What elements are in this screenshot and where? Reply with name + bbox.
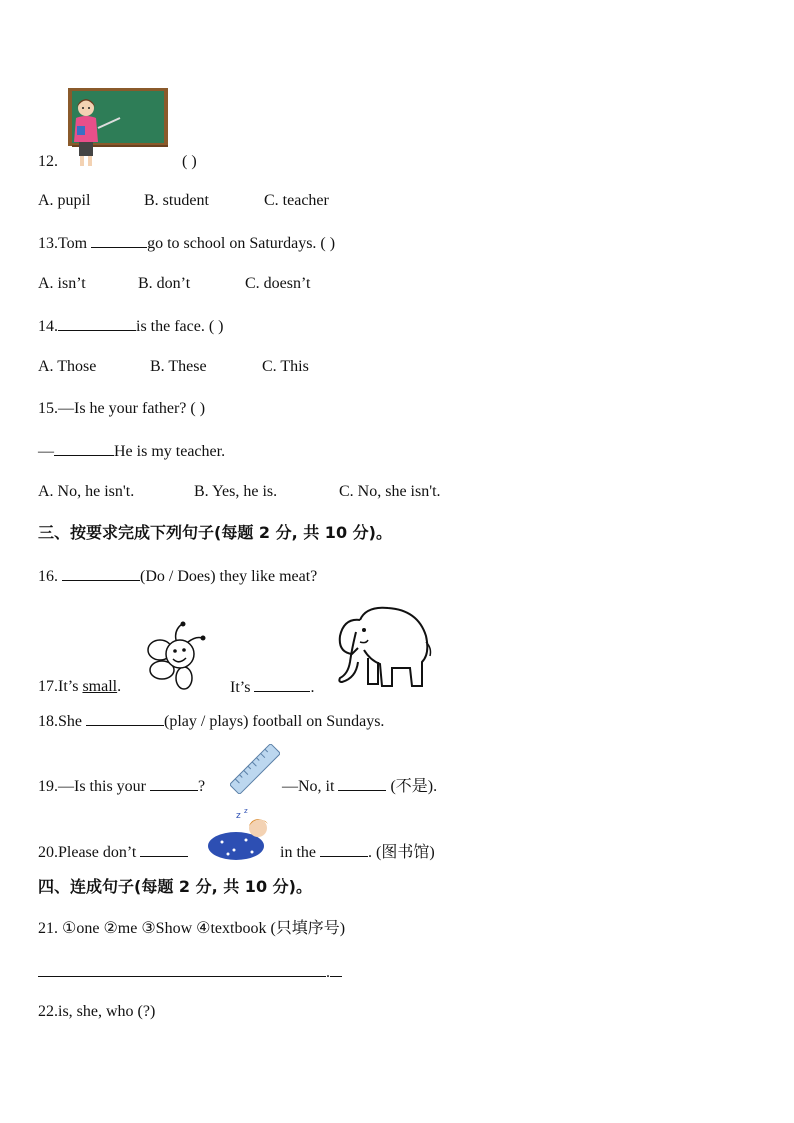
q12-option-a: A. pupil [38, 192, 91, 209]
q15-answer: He is my teacher. [114, 443, 226, 460]
q14-options [38, 357, 309, 377]
q14-option-b: B. These [150, 358, 207, 375]
q13-options [38, 274, 310, 294]
q14-option-a: A. Those [38, 358, 97, 375]
q12-line [38, 152, 58, 172]
teacher-blackboard-picture [64, 86, 170, 170]
q12-option-c: C. teacher [264, 192, 329, 209]
q13-option-b: B. don’t [138, 275, 191, 292]
q17-end: . [310, 679, 315, 696]
bee-picture [146, 620, 210, 692]
q15-option-b: B. Yes, he is. [194, 483, 278, 500]
q14-blank [58, 316, 136, 331]
ruler-picture [230, 744, 280, 794]
q17-second-prefix: It’s [230, 679, 255, 696]
q17-second [230, 677, 314, 698]
q17-underlined-word: small [82, 678, 118, 695]
q13-option-c: C. doesn’t [245, 275, 311, 292]
q14-line [38, 316, 224, 337]
q16-line [38, 566, 317, 587]
q15-blank [54, 441, 114, 456]
q17-period: . [117, 678, 122, 695]
q16-suffix: (Do / Does) they like meat? [140, 568, 318, 585]
q15-line1: 15.—Is he your father? ( ) [38, 400, 206, 417]
q18-line [38, 711, 384, 732]
q19-blank-2 [338, 776, 386, 791]
q19-second-prefix: —No, it [282, 778, 339, 795]
q13-blank [91, 233, 147, 248]
q14-option-c: C. This [262, 358, 309, 375]
q13-suffix: go to school on Saturdays. ( ) [147, 235, 336, 252]
svg-text:z: z [236, 811, 241, 821]
q15-line2 [38, 441, 225, 462]
q12-number: 12. [38, 153, 58, 170]
q18-prefix: 18.She [38, 713, 86, 730]
q19-blank-1 [150, 776, 198, 791]
q20-mid: in the [280, 844, 320, 861]
q21-answer-blank [38, 962, 326, 977]
elephant-picture [330, 602, 434, 692]
q19-prefix: 19.—Is this your [38, 778, 150, 795]
q12-paren [182, 152, 197, 172]
section-three-heading: 三、按要求完成下列句子(每题 2 分, 共 10 分)。 [38, 523, 392, 542]
q13-prefix: 13.Tom [38, 235, 88, 252]
q12-answer-paren: ( ) [182, 153, 197, 170]
q20-prefix: 20.Please don’t [38, 844, 141, 861]
section-four-heading: 四、连成句子(每题 2 分, 共 10 分)。 [38, 877, 312, 896]
q19-mid: ? [198, 778, 206, 795]
q21-period: . [326, 964, 330, 981]
q13-line [38, 233, 335, 254]
q20-second [280, 842, 435, 863]
q16-blank [62, 566, 140, 581]
q13-option-a: A. isn’t [38, 275, 86, 292]
q18-blank [86, 711, 164, 726]
q17-line [38, 677, 121, 697]
q21-line: 21. ①one ②me ③Show ④textbook (只填序号) [38, 920, 346, 937]
q15-option-a: A. No, he isn't. [38, 483, 135, 500]
q19-second [282, 776, 437, 797]
q12-options [38, 191, 329, 211]
q20-blank-2 [320, 842, 368, 857]
sleeping-child-picture [206, 806, 276, 864]
q12-option-b: B. student [144, 192, 209, 209]
q20-blank-1 [140, 842, 188, 857]
svg-text:z: z [244, 807, 248, 815]
q19-line [38, 776, 205, 797]
q17-prefix: 17.It’s [38, 678, 83, 695]
q14-prefix: 14. [38, 318, 58, 335]
q21-answer-line [38, 962, 342, 983]
q15-options [38, 482, 441, 502]
q15-dash: — [38, 443, 54, 460]
q16-prefix: 16. [38, 568, 62, 585]
q18-suffix: (play / plays) football on Sundays. [164, 713, 385, 730]
q15-option-c: C. No, she isn't. [339, 483, 441, 500]
q20-line [38, 842, 188, 863]
q19-end: (不是). [390, 778, 438, 795]
q20-end: . (图书馆) [368, 844, 435, 861]
q21-answer-blank-tail [330, 962, 342, 977]
q22-line: 22.is, she, who (?) [38, 1003, 156, 1020]
q14-suffix: is the face. ( ) [136, 318, 224, 335]
q17-blank [254, 677, 310, 692]
